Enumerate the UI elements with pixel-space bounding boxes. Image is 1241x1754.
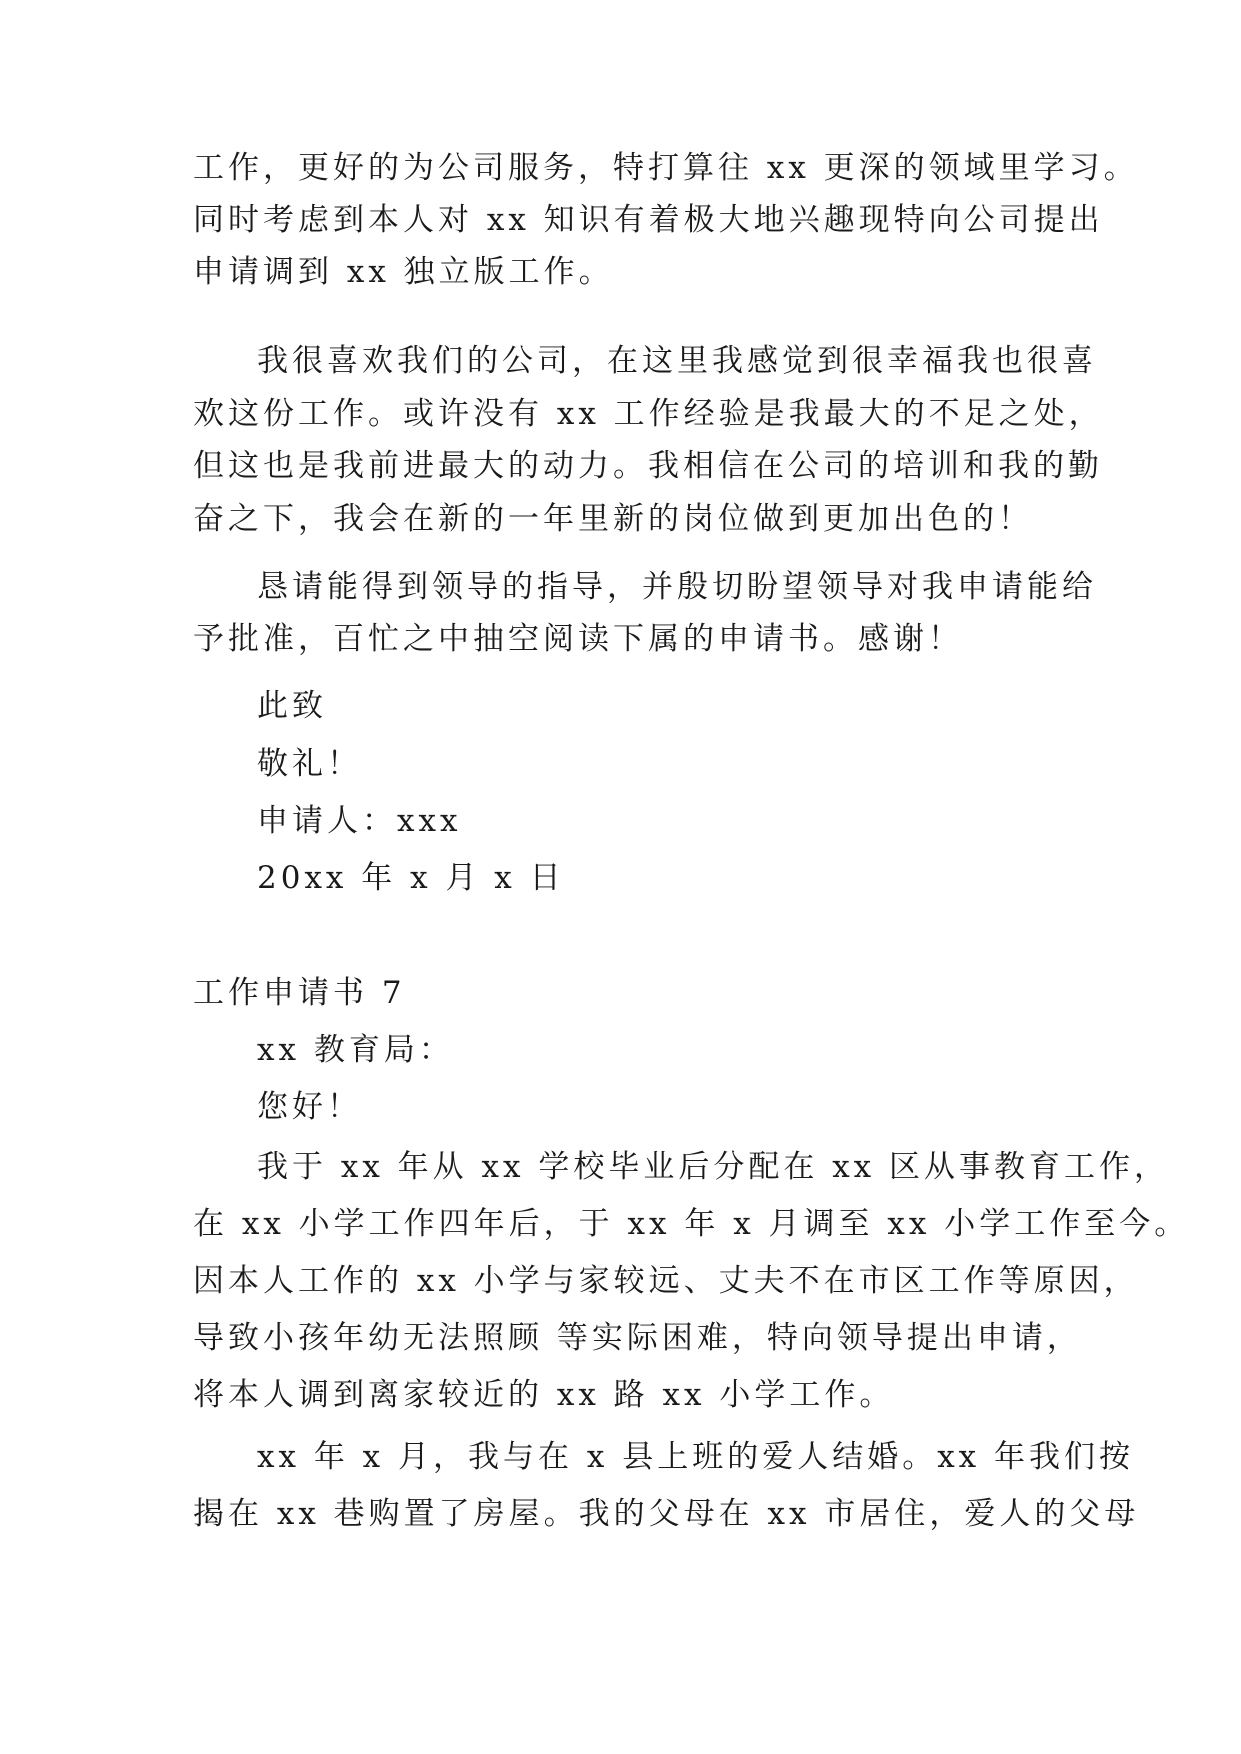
paragraph-3-line-1: 恳请能得到领导的指导，并殷切盼望领导对我申请能给 bbox=[257, 569, 1097, 605]
closing-phrase: 此致 bbox=[257, 688, 327, 724]
paragraph-3-line-2: 予批准，百忙之中抽空阅读下属的申请书。感谢！ bbox=[193, 621, 963, 657]
paragraph-4-line-2: 在 xx 小学工作四年后，于 xx 年 x 月调至 xx 小学工作至今。 bbox=[193, 1206, 1190, 1242]
paragraph-1-line-2: 同时考虑到本人对 xx 知识有着极大地兴趣现特向公司提出 bbox=[193, 202, 1104, 238]
letter-date: 20xx 年 x 月 x 日 bbox=[257, 860, 565, 896]
paragraph-4-line-3: 因本人工作的 xx 小学与家较远、丈夫不在市区工作等原因， bbox=[193, 1263, 1139, 1299]
closing-salute: 敬礼！ bbox=[257, 746, 362, 782]
paragraph-5-line-2: 揭在 xx 巷购置了房屋。我的父母在 xx 市居住，爱人的父母 bbox=[193, 1496, 1140, 1532]
paragraph-4-line-5: 将本人调到离家较近的 xx 路 xx 小学工作。 bbox=[193, 1377, 895, 1413]
paragraph-2-line-1: 我很喜欢我们的公司，在这里我感觉到很幸福我也很喜 bbox=[257, 343, 1097, 379]
paragraph-2-line-4: 奋之下，我会在新的一年里新的岗位做到更加出色的！ bbox=[193, 501, 1033, 537]
paragraph-1-line-3: 申请调到 xx 独立版工作。 bbox=[193, 254, 614, 290]
salutation: xx 教育局： bbox=[257, 1032, 454, 1068]
greeting: 您好！ bbox=[257, 1089, 362, 1125]
paragraph-2-line-2: 欢这份工作。或许没有 xx 工作经验是我最大的不足之处， bbox=[193, 396, 1104, 432]
section-title: 工作申请书 7 bbox=[193, 975, 406, 1011]
applicant-signature: 申请人：xxx bbox=[257, 803, 462, 839]
paragraph-5-line-1: xx 年 x 月，我与在 x 县上班的爱人结婚。xx 年我们按 bbox=[257, 1439, 1135, 1475]
paragraph-2-line-3: 但这也是我前进最大的动力。我相信在公司的培训和我的勤 bbox=[193, 448, 1103, 484]
paragraph-4-line-4: 导致小孩年幼无法照顾 等实际困难，特向领导提出申请， bbox=[193, 1320, 1082, 1356]
paragraph-4-line-1: 我于 xx 年从 xx 学校毕业后分配在 xx 区从事教育工作， bbox=[257, 1149, 1170, 1185]
paragraph-1-line-1: 工作，更好的为公司服务，特打算往 xx 更深的领域里学习。 bbox=[193, 150, 1139, 186]
